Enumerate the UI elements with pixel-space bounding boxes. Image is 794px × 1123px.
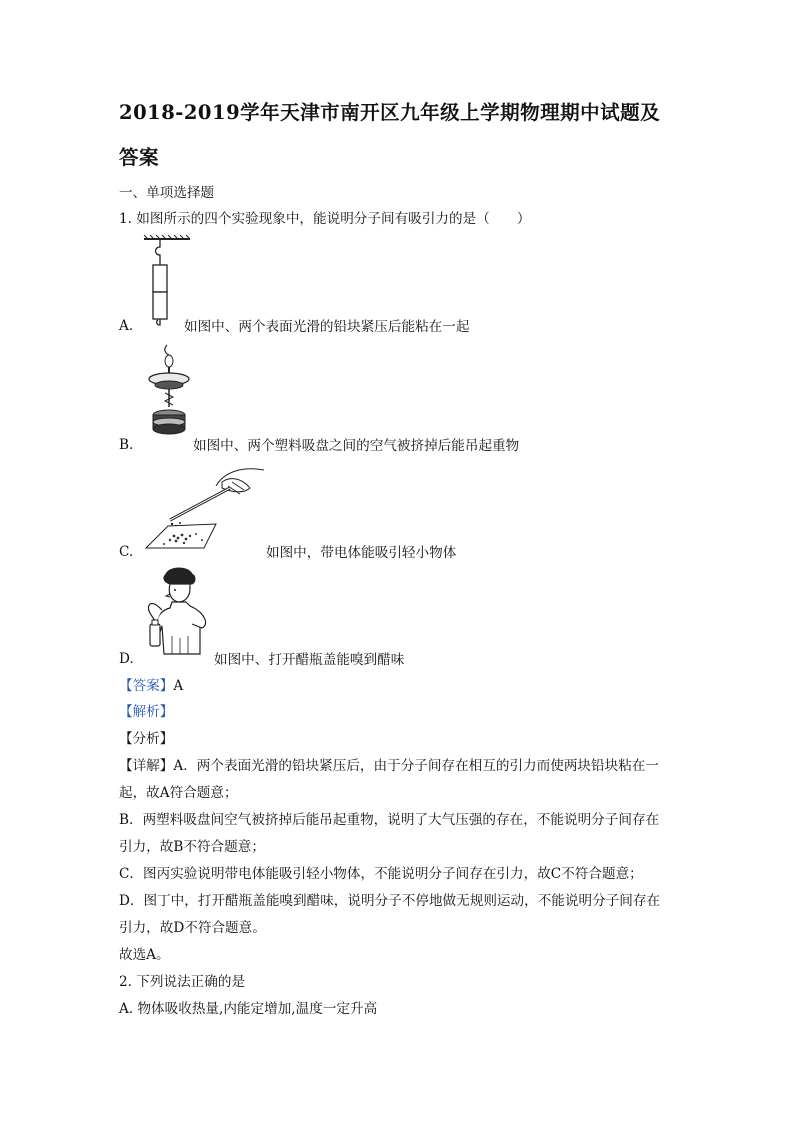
option-d-text: 如图中、打开醋瓶盖能嗅到醋味 bbox=[214, 652, 405, 668]
detail-line: 故选A。 bbox=[119, 947, 170, 963]
question-2-stem: 2. 下列说法正确的是 bbox=[119, 974, 246, 990]
option-b-text: 如图中、两个塑料吸盘之间的空气被挤掉后能吊起重物 bbox=[193, 438, 520, 454]
lead-blocks-figure bbox=[140, 235, 200, 327]
option-a-letter: A. bbox=[119, 318, 134, 334]
answer-line bbox=[119, 674, 183, 694]
vinegar-smell-figure bbox=[142, 566, 214, 660]
question-2-option-a: A. 物体吸收热量,内能定增加,温度一定升高 bbox=[119, 1001, 378, 1017]
answer-tag: 【答案】 bbox=[119, 678, 174, 694]
detail-line: D．图丁中，打开醋瓶盖能嗅到醋味，说明分子不停地做无规则运动，不能说明分子间存在 bbox=[119, 893, 661, 909]
detail-line: 起，故A符合题意； bbox=[119, 785, 238, 801]
answer-value: A bbox=[173, 678, 184, 694]
option-c-letter: C. bbox=[119, 544, 134, 560]
analysis-subheading: 【分析】 bbox=[119, 731, 174, 747]
option-a-text: 如图中、两个表面光滑的铅块紧压后能粘在一起 bbox=[184, 319, 470, 335]
detail-line: C．图丙实验说明带电体能吸引轻小物体，不能说明分子间存在引力，故C不符合题意； bbox=[119, 866, 643, 882]
page-title-continued: 答案 bbox=[119, 146, 160, 169]
detail-line: 引力，故B不符合题意； bbox=[119, 839, 265, 855]
question-1-stem: 1. 如图所示的四个实验现象中，能说明分子间有吸引力的是（ ） bbox=[119, 211, 531, 227]
detail-line: 引力，故D不符合题意。 bbox=[119, 920, 266, 936]
suction-cups-figure bbox=[145, 343, 195, 445]
option-d-letter: D. bbox=[119, 651, 134, 667]
section-heading: 一、单项选择题 bbox=[119, 185, 215, 201]
page-title: 2018-2019学年天津市南开区九年级上学期物理期中试题及 bbox=[119, 101, 661, 124]
analysis-tag: 【解析】 bbox=[119, 704, 174, 720]
detail-line: 【详解】A．两个表面光滑的铅块紧压后，由于分子间存在相互的引力而使两块铅块粘在一 bbox=[119, 758, 659, 774]
charged-rod-figure bbox=[146, 460, 268, 556]
detail-line: B．两塑料吸盘间空气被挤掉后能吊起重物，说明了大气压强的存在，不能说明分子间存在 bbox=[119, 812, 660, 828]
option-b-letter: B. bbox=[119, 437, 134, 453]
option-c-text: 如图中，带电体能吸引轻小物体 bbox=[266, 545, 457, 561]
